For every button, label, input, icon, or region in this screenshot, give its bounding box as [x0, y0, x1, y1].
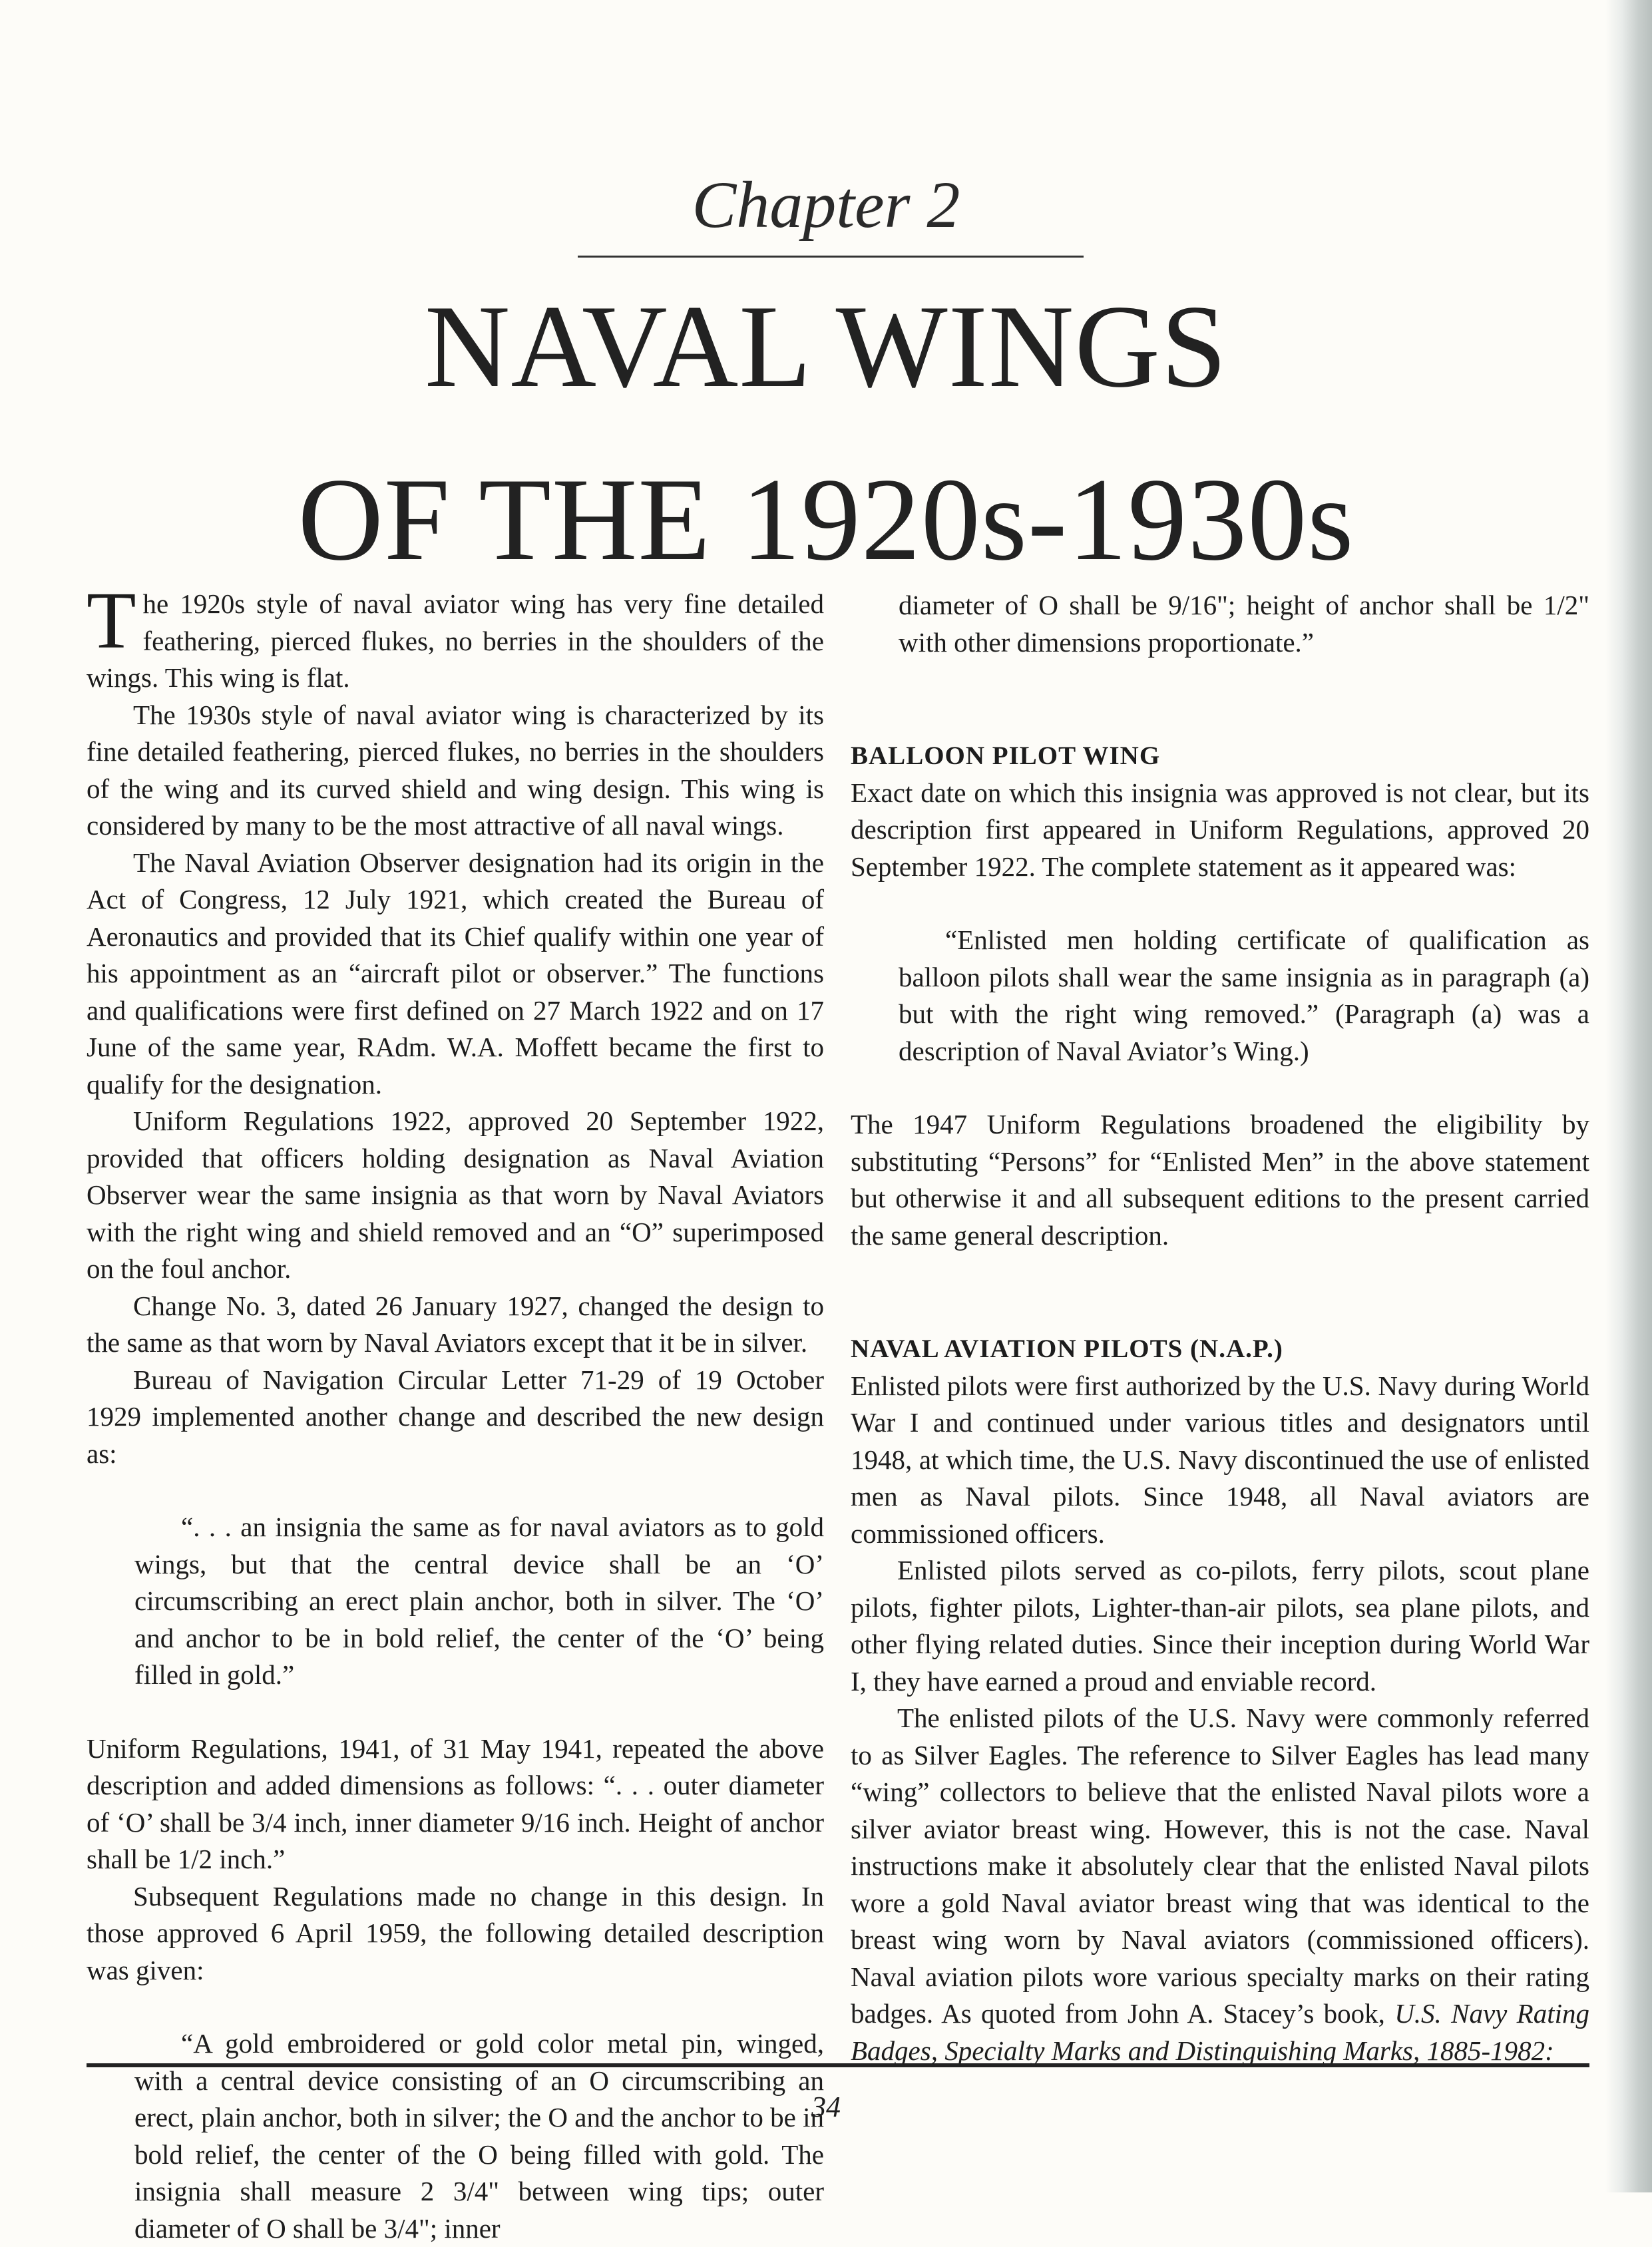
- spacer: [851, 1070, 1589, 1106]
- quote-balloon-pilots: “Enlisted men holding certificate of qualification as balloon pilots shall wear the same insignia as in paragraph (a) but with the right wing removed.” (Paragraph (a) was a description of Naval Aviator’s Wing.): [899, 924, 1589, 1066]
- paragraph-1930s-wing: The 1930s style of naval aviator wing is characterized by its fine detailed feathering, pierced flukes, no berries in the shoulders of the wing and its curved shield and wing design. This wing is considered by many to be the most attractive of all naval wings.: [87, 699, 824, 841]
- paragraph-enlisted-pilot-duties: Enlisted pilots served as co-pilots, ferry pilots, scout plane pilots, fighter pilots, Lighter-than-air pilots, sea plane pilots, and other flying related duties. Since their inception during World War I, they have earned a proud and enviable record.: [851, 1555, 1589, 1697]
- paragraph-subsequent-regs: Subsequent Regulations made no change in this design. In those approved 6 April 1959, the following detailed description was given:: [87, 1880, 824, 1985]
- heading-naval-aviation-pilots: NAVAL AVIATION PILOTS (N.A.P.): [851, 1334, 1283, 1363]
- paragraph-uniform-regs-1922: Uniform Regulations 1922, approved 20 September 1922, provided that officers holding designation as Naval Aviation Observer wear the same insignia as that worn by Naval Aviators with the right wing and shield removed and an “O” superimposed on the foul anchor.: [87, 1106, 824, 1284]
- book-title: U.S. Navy Rating Badges, Specialty Marks and Distinguishing Marks, 1885-1982:: [851, 1998, 1589, 2066]
- chapter-rule: [578, 256, 1084, 258]
- paragraph-circular-letter: Bureau of Navigation Circular Letter 71-29 of 19 October 1929 implemented another change and described the new design as:: [87, 1364, 824, 1469]
- paragraph-enlisted-pilots-authorized: Enlisted pilots were first authorized by the U.S. Navy during World War I and continued under various titles and designators until 1948, at which time, the U.S. Navy discontinued the use of enlisted men as Naval pilots. Since 1948, all Naval aviators are commissioned officers.: [851, 1370, 1589, 1549]
- paragraph-1920s-wing: The 1920s style of naval aviator wing has very fine detailed feathering, pierced flukes, no berries in the shoulders of the wings. This wing is flat.: [87, 576, 824, 693]
- right-column: [851, 587, 1589, 2069]
- spacer: [87, 1472, 824, 1509]
- chapter-title-line-2: OF THE 1920s-1930s: [298, 453, 1354, 585]
- chapter-label: Chapter 2: [692, 168, 960, 242]
- paragraph-change-no-3: Change No. 3, dated 26 January 1927, changed the design to the same as that worn by Naval Aviators except that it be in silver.: [87, 1290, 824, 1358]
- footer-rule: [87, 2063, 1589, 2067]
- spacer: [851, 1254, 1589, 1330]
- paragraph-1947-regs: The 1947 Uniform Regulations broadened the eligibility by substituting “Persons” for “Enlisted Men” in the above statement but otherwise it and all subsequent editions to the present carried the same general description.: [851, 1109, 1589, 1251]
- heading-balloon-pilot-wing: BALLOON PILOT WING: [851, 741, 1161, 770]
- spacer: [851, 885, 1589, 922]
- spacer: [851, 661, 1589, 737]
- paragraph-silver-eagles: [851, 1700, 1589, 2069]
- page-number: 34: [811, 2091, 841, 2123]
- paragraph-uniform-regs-1941: Uniform Regulations, 1941, of 31 May 1941, repeated the above description and added dimensions as follows: “. . . outer diameter of ‘O’ shall be 3/4 inch, inner diameter 9/16 inch. Height of anchor shall be 1/2 inch.”: [87, 1733, 824, 1874]
- quote-1959-description-continued: diameter of O shall be 9/16"; height of anchor shall be 1/2" with other dimensions proportionate.”: [899, 590, 1589, 658]
- silver-eagles-text: The enlisted pilots of the U.S. Navy were commonly referred to as Silver Eagles. The reference to Silver Eagles has lead many “wing” collectors to believe that the enlisted Naval pilots wore a silver aviator breast wing. However, this is not the case. Naval instructions make it absolutely clear that the enlisted Naval pilots wore a gold Naval aviator breast wing that was identical to the breast wing worn by Naval aviators (commissioned officers). Naval aviation pilots wore various specialty marks on their rating badges. As quoted from John A. Stacey’s book,: [851, 1703, 1589, 2029]
- spacer: [87, 1989, 824, 2025]
- left-column: [87, 576, 824, 2247]
- quote-1959-description: “A gold embroidered or gold color metal pin, winged, with a central device consisting of an O circumscribing an erect, plain anchor, both in silver; the O and the anchor to be in bold relief, the center of the O being filled with gold. The insignia shall measure 2 3/4" between wing tips; outer diameter of O shall be 3/4"; inner: [134, 2028, 824, 2244]
- quote-1929-design: “. . . an insignia the same as for naval aviators as to gold wings, but that the central device shall be an ‘O’ circumscribing an erect plain anchor, both in silver. The ‘O’ and anchor to be in bold relief, the center of the ‘O’ being filled in gold.”: [134, 1512, 824, 1690]
- chapter-title-line-1: NAVAL WINGS: [424, 280, 1228, 412]
- spacer: [87, 1694, 824, 1731]
- paragraph-balloon-approval: Exact date on which this insignia was approved is not clear, but its description first appeared in Uniform Regulations, approved 20 September 1922. The complete statement as it appeared was:: [851, 777, 1589, 882]
- chapter-title: [0, 260, 1652, 606]
- paragraph-observer-origin: The Naval Aviation Observer designation had its origin in the Act of Congress, 12 July 1921, which created the Bureau of Aeronautics and provided that its Chief qualify within one year of his appointment as an “aircraft pilot or observer.” The functions and qualifications were first defined on 27 March 1922 and on 17 June of the same year, RAdm. W.A. Moffett became the first to qualify for the designation.: [87, 847, 824, 1100]
